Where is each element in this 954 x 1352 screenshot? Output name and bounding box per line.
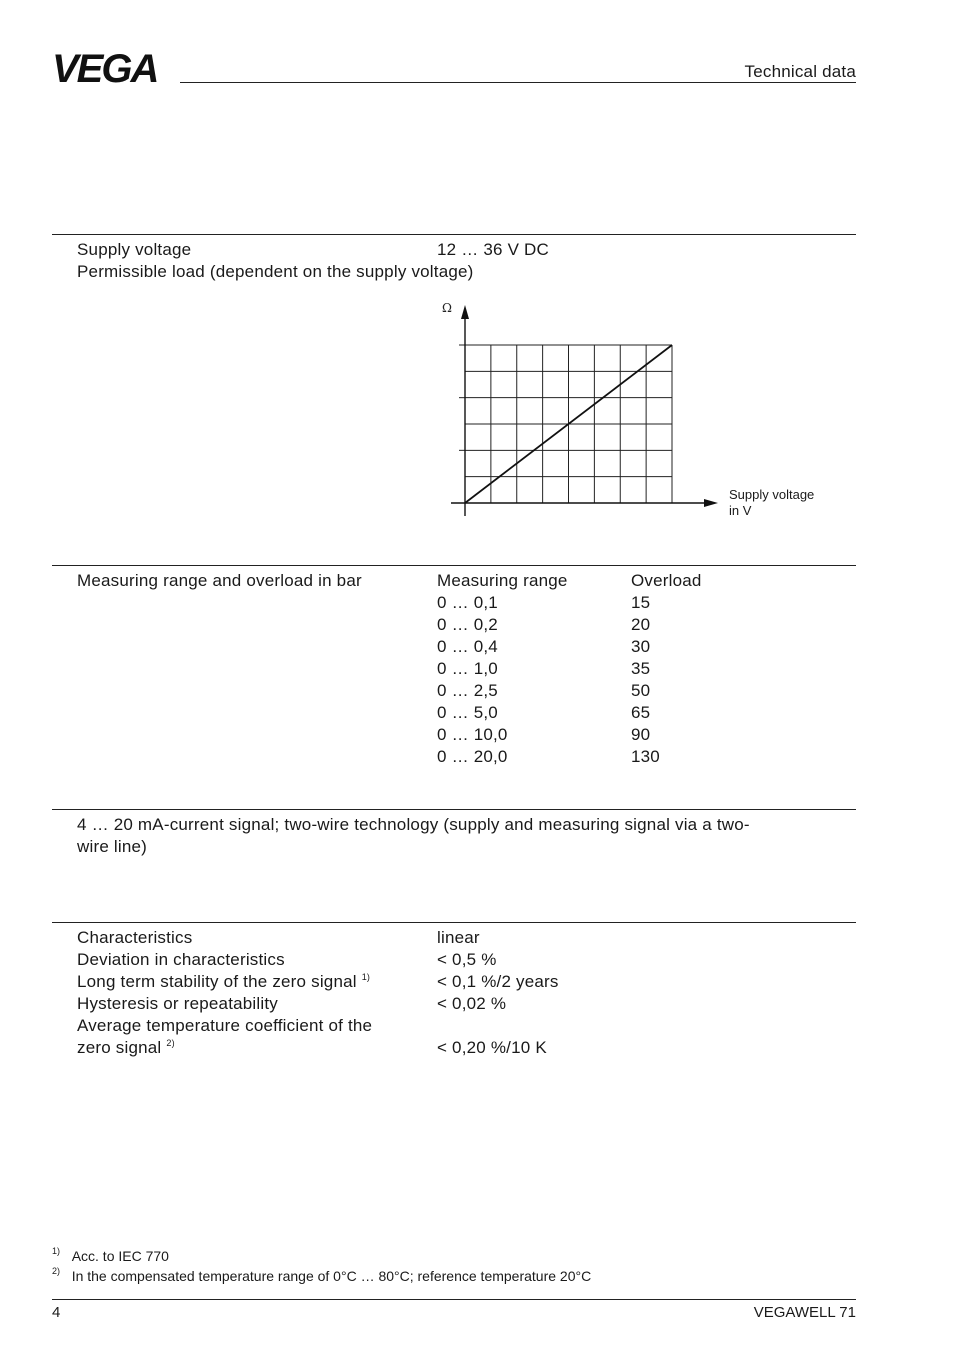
footnote-mark: 2) (52, 1266, 61, 1276)
overload-cell: 130 (631, 747, 660, 766)
characteristic-value: linear (437, 928, 480, 947)
measuring-range-label: Measuring range and overload in bar (77, 571, 362, 590)
divider-signal (52, 809, 856, 810)
range-cell: 0 … 1,0 (437, 659, 498, 678)
overload-cell: 35 (631, 659, 651, 678)
characteristic-label: Deviation in characteristics (77, 950, 285, 969)
characteristic-label: Hysteresis or repeatability (77, 994, 278, 1013)
overload-cell: 90 (631, 725, 651, 744)
x-axis-arrow (704, 499, 718, 507)
footnote-text: In the compensated temperature range of 0°C … 80°C; reference temperature 20°C (71, 1268, 592, 1284)
overload-cell: 20 (631, 615, 651, 634)
x-axis-label-line2: in V (729, 503, 752, 518)
range-cell: 0 … 0,2 (437, 615, 498, 634)
logo-text: VEGA (52, 50, 158, 84)
range-cell: 0 … 20,0 (437, 747, 508, 766)
overload-header: Overload (631, 571, 702, 590)
characteristic-label: Long term stability of the zero signal $^{1)}$ (77, 972, 371, 991)
characteristic-value: < 0,02 % (437, 994, 507, 1013)
overload-cell: 30 (631, 637, 651, 656)
vega-logo (52, 50, 172, 84)
characteristic-label: zero signal $^{2)}$ (77, 1038, 175, 1057)
characteristic-label: Characteristics (77, 928, 193, 947)
range-cell: 0 … 10,0 (437, 725, 508, 744)
signal-text-line1: 4 … 20 mA-current signal; two-wire technology (supply and measuring signal via a two- (77, 815, 750, 834)
x-axis-label-line1: Supply voltage (729, 487, 815, 502)
measuring-range-header: Measuring range (437, 571, 568, 590)
footnote-text: Acc. to IEC 770 (71, 1248, 169, 1264)
range-cell: 0 … 0,1 (437, 593, 498, 612)
characteristic-value-spacer (437, 1015, 559, 1037)
y-axis-unit: Ω (442, 301, 452, 315)
divider-supply (52, 234, 856, 235)
characteristic-label: Average temperature coefficient of the (77, 1016, 373, 1035)
characteristic-value: < 0,5 % (437, 950, 497, 969)
overload-column (631, 592, 660, 768)
product-name: VEGAWELL 71 (753, 1304, 856, 1321)
signal-text-line2: wire line) (77, 837, 148, 856)
supply-voltage-value: 12 … 36 V DC (437, 240, 550, 259)
range-cell: 0 … 5,0 (437, 703, 498, 722)
divider-characteristics (52, 922, 856, 923)
footnote-ref: 2) (166, 1038, 175, 1048)
section-title: Technical data (744, 62, 856, 81)
range-cell: 0 … 2,5 (437, 681, 498, 700)
range-cell: 0 … 0,4 (437, 637, 498, 656)
permissible-load-label: Permissible load (dependent on the supply voltage) (77, 262, 474, 281)
footnote-2 (52, 1268, 591, 1284)
overload-cell: 50 (631, 681, 651, 700)
measuring-range-column (437, 592, 508, 768)
supply-voltage-label: Supply voltage (77, 240, 192, 259)
characteristics-values (437, 927, 559, 1059)
characteristics-labels (77, 927, 372, 1059)
load-chart (430, 295, 730, 520)
divider-measuring (52, 565, 856, 566)
footer-rule (52, 1299, 856, 1300)
footnote-ref: 1) (361, 972, 371, 982)
footnote-mark: 1) (52, 1246, 61, 1256)
overload-cell: 65 (631, 703, 651, 722)
characteristic-value: < 0,20 %/10 K (437, 1038, 547, 1057)
footnote-1 (52, 1248, 169, 1264)
page-number: 4 (52, 1304, 61, 1321)
overload-cell: 15 (631, 593, 651, 612)
y-axis-arrow (461, 305, 469, 319)
characteristic-value: < 0,1 %/2 years (437, 972, 559, 991)
